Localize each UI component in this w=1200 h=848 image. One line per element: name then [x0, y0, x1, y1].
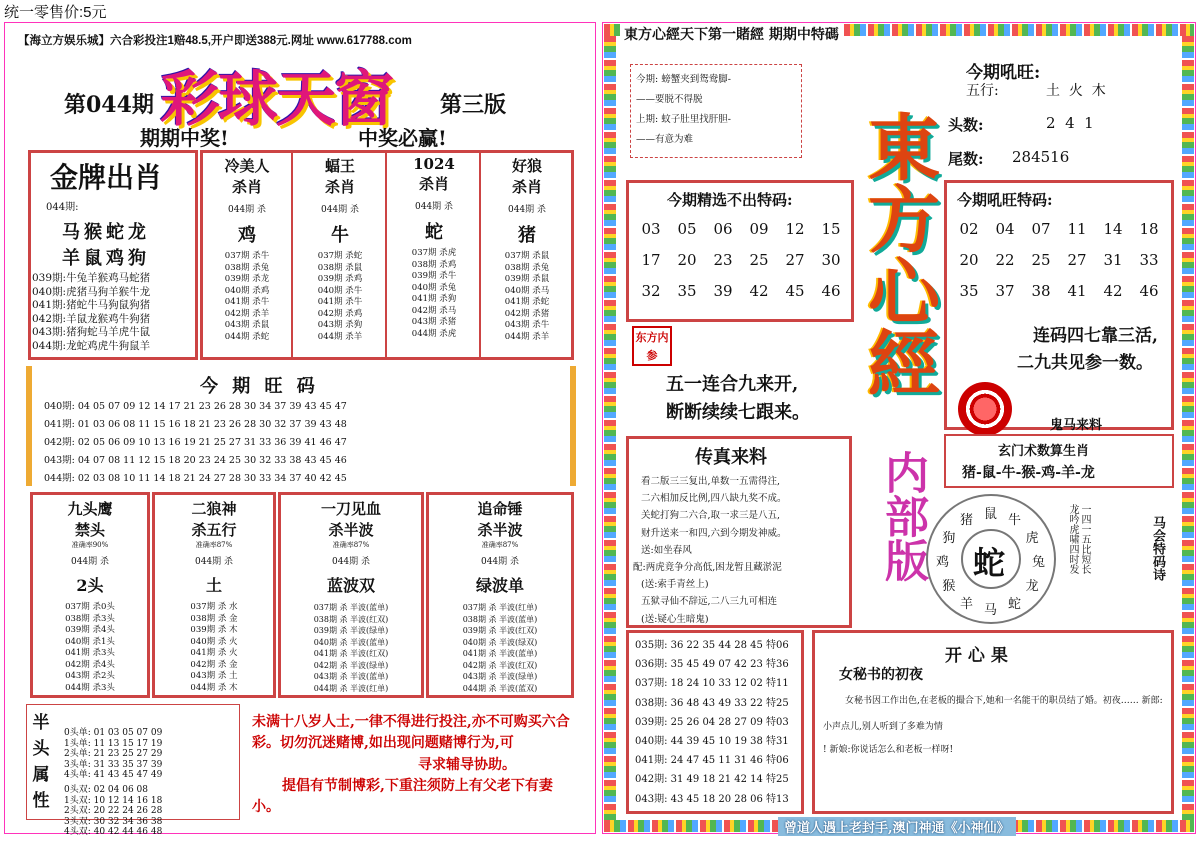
history-row: 043期: 43 45 18 20 28 06 特13 [635, 793, 789, 805]
roar-special-title: 今期吼旺特码: [957, 191, 1053, 209]
bottom-col-title-2: 杀五行 [191, 521, 237, 539]
verse-3: 连码四七靠三活, [1033, 326, 1158, 346]
gold-history [32, 272, 150, 353]
kill-col-title-2: 杀肖 [231, 178, 262, 196]
gold-history-row: 041期:猪蛇牛马狗鼠狗猪 [32, 299, 151, 311]
half-row: 0头单: 01 03 05 07 09 [64, 728, 163, 738]
bottom-col-title-2: 杀半波 [477, 521, 523, 539]
wang-title: 今 期 旺 码 [200, 376, 319, 397]
half-row: 4头单: 41 43 45 47 49 [64, 770, 163, 780]
kill-col-issue: 044期 杀 [320, 205, 360, 215]
kill-row: 039期 杀鸡 [317, 274, 363, 284]
bottom-row: 042期 杀 半波(红双) [462, 660, 538, 670]
edition: 第三版 [440, 92, 507, 118]
bottom-col-title-2: 杀半波 [328, 521, 374, 539]
kill-row: 039期 杀鼠 [504, 274, 550, 284]
right-header: 東方心經天下第一賭經 期期中特碼 [620, 24, 843, 44]
bottom-col [152, 492, 276, 698]
kill-col-title-2: 杀肖 [418, 175, 449, 193]
half-row: 3头双: 30 32 34 36 38 [64, 816, 163, 827]
wang-row: 044期: 02 03 08 10 11 14 18 21 24 27 28 30 33 34 37 40 42 45 [44, 473, 347, 484]
gold-line-2: 羊鼠鸡狗 [62, 248, 150, 269]
half-row: 4头双: 40 42 44 46 48 [64, 827, 163, 837]
kill-row: 038期 杀鸡 [411, 259, 457, 270]
issue-number: 第044期 [64, 92, 154, 118]
kill-row: 037期 杀鼠 [504, 251, 550, 261]
fax-line: 五狱寻仙不辞远,二八三九可相连 [641, 596, 778, 608]
kill-row: 039期 杀牛 [411, 271, 457, 281]
bottom-row: 038期 杀 半波(红双) [313, 614, 389, 624]
wheel-label: 马 [984, 603, 998, 618]
bottom-row: 044期 杀 半波(红单) [313, 683, 389, 693]
kill-row: 037期 杀蛇 [317, 251, 363, 261]
bottom-row: 041期 杀 半波(蓝单) [462, 649, 538, 658]
kill-col-title-2: 杀肖 [324, 178, 355, 196]
roar-title: 今期吼旺: [966, 63, 1041, 83]
bottom-col-title-1: 一刀见血 [320, 500, 381, 518]
fax-line: 二六相加反比例,四八缺九奖不成。 [641, 493, 787, 505]
top-price: 统一零售价:5元 [4, 4, 107, 21]
wang-row: 040期: 04 05 07 09 12 14 17 21 23 26 28 30 34 37 39 43 45 47 [44, 401, 347, 412]
ad-banner[interactable]: 【海立方娱乐城】六合彩投注1赔48.5,开户即送388元.网址 www.617788.com [18, 35, 412, 47]
kill-row: 043期 杀鼠 [224, 320, 270, 330]
notout-row: 03 05 06 09 12 15 [641, 220, 841, 238]
history-row: 042期: 31 49 18 21 42 14 特25 [635, 774, 789, 786]
notout-box [626, 180, 854, 322]
bottom-col-rate: 准确率90% [71, 541, 109, 549]
gold-history-row: 043期:猪狗蛇马羊虎牛鼠 [32, 326, 151, 338]
half-row: 1头双: 10 12 14 16 18 [64, 795, 163, 806]
history-row: 036期: 35 45 49 07 42 23 特36 [635, 659, 789, 671]
bottom-row: 040期 杀1头 [65, 636, 115, 647]
notice-text: 未满十八岁人士,一律不得进行投注,亦不可购买六合彩。切勿沉迷赌博,如出现问题赌博行为,可 [252, 714, 570, 751]
kill-col-issue: 044期 杀 [507, 205, 547, 215]
border-dots-right [1182, 36, 1194, 820]
bottom-row: 043期 杀 土 [190, 671, 238, 681]
half-row: 2头双: 20 22 24 26 28 [64, 806, 163, 816]
gold-issue: 044期: [46, 202, 79, 213]
poem2 [1066, 504, 1090, 600]
bottom-col-rate: 准确率87% [332, 541, 370, 549]
bottom-col-value: 2头 [76, 576, 104, 595]
kill-row: 041期 杀牛 [224, 297, 270, 307]
half-even [64, 764, 162, 848]
bottom-row: 037期 杀0头 [65, 602, 115, 612]
kill-col [203, 153, 293, 357]
happy-body-2: ! 新娘:你说话怎么和老板一样呀! [823, 745, 954, 755]
bottom-row: 041期 杀 半波(红双) [313, 649, 389, 658]
verse-1: 五一连合九来开, [666, 374, 799, 395]
kill-row: 039期 杀龙 [224, 274, 270, 284]
bottom-col [426, 492, 574, 698]
wheel-label: 狗 [942, 531, 956, 546]
kill-row: 038期 杀兔 [224, 262, 270, 273]
kill-col-value: 鸡 [238, 225, 256, 246]
gold-line-1: 马猴蛇龙 [62, 222, 150, 243]
roar-wuxing: 土 火 木 [1046, 83, 1106, 99]
stamp: 东方内参 [632, 326, 672, 366]
history-row: 039期: 25 26 04 28 27 09 特03 [635, 716, 789, 728]
kill-row: 042期 杀马 [411, 305, 457, 316]
kill-row: 040期 杀牛 [317, 285, 363, 296]
wang-row: 042期: 02 05 06 09 10 13 16 19 21 25 27 31 33 36 39 41 46 47 [44, 437, 347, 448]
footer: 曾道人遇上老封手,澳门神通《小神仙》 [778, 817, 1016, 836]
xuanmen-title: 玄门术数算生肖 [998, 444, 1090, 459]
bottom-row: 041期 杀3头 [65, 648, 115, 658]
bottom-col-title-1: 二狼神 [191, 500, 237, 518]
notout-row: 32 35 39 42 45 46 [641, 282, 841, 300]
bottom-row: 040期 杀 半波(绿双) [462, 637, 538, 647]
title-sub: 内部版 [877, 450, 928, 582]
kill-col-title-1: 1024 [413, 155, 455, 173]
bottom-col-rate: 准确率87% [481, 541, 519, 549]
wang-row: 041期: 01 03 06 08 11 15 16 18 21 23 26 28 30 32 37 39 43 48 [44, 419, 347, 430]
bottom-col-issue: 044期 杀 [194, 557, 234, 567]
happy-sub: 女秘书的初夜 [839, 667, 923, 683]
wheel-label: 羊 [960, 596, 974, 612]
wang-row: 043期: 04 07 08 11 12 15 18 20 23 24 25 30 32 33 38 43 45 46 [44, 455, 347, 466]
bottom-col-rate: 准确率87% [195, 541, 233, 549]
fax-line: 配:两虎竟争分高低,困龙暂且藏淤泥 [633, 562, 782, 574]
wheel-center: 蛇 [973, 544, 1006, 582]
wheel-label: 蛇 [1008, 596, 1022, 612]
fax-line: (送:疑心生暗鬼) [641, 613, 709, 625]
bottom-col [30, 492, 150, 698]
bottom-row: 038期 杀 半波(蓝单) [462, 614, 538, 624]
half-row: 1头单: 11 13 15 17 19 [64, 738, 163, 749]
bottom-row: 039期 杀 木 [190, 625, 238, 635]
roar-special-row: 02 04 07 11 14 18 [959, 220, 1159, 238]
bottom-row: 041期 杀 火 [190, 648, 238, 658]
bottom-row: 038期 杀 金 [190, 613, 238, 624]
xuanmen-line: 猪-鼠-牛-猴-鸡-羊-龙 [962, 465, 1095, 481]
border-dots-left [604, 36, 616, 820]
half-row: 2头单: 21 23 25 27 29 [64, 749, 163, 759]
kill-row: 040期 杀兔 [411, 282, 457, 293]
bottom-row: 042期 杀4头 [65, 659, 115, 670]
bottom-col-value: 蓝波双 [326, 576, 375, 595]
poem2-line: 龙吟虎啸四时发 [1067, 504, 1078, 574]
wheel-label: 鸡 [936, 555, 950, 570]
gold-history-row: 039期:牛兔羊猴鸡马蛇猪 [32, 272, 151, 284]
wheel-label: 猪 [960, 513, 974, 529]
wheel-label: 虎 [1025, 531, 1039, 546]
roar-weishu-label: 尾数: [948, 150, 984, 168]
kill-col-title-2: 杀肖 [511, 178, 542, 196]
notice-text-3: 提倡有节制博彩,下重注须防上有父老下有妻小。 [252, 778, 553, 815]
kill-col-value: 牛 [331, 225, 349, 246]
poem2-line: 一四一五比短长 [1079, 504, 1090, 574]
kill-row: 042期 杀猪 [504, 308, 550, 319]
roar-toushu-label: 头数: [948, 116, 984, 134]
kill-row: 038期 杀兔 [504, 262, 550, 273]
gold-history-row: 040期:虎猪马狗羊猴牛龙 [32, 285, 151, 298]
kill-col-title-1: 冷美人 [224, 157, 270, 175]
kill-row: 040期 杀马 [504, 285, 550, 296]
happy-box [812, 630, 1174, 814]
history-row: 038期: 36 48 43 49 33 22 特25 [635, 697, 789, 709]
gold-title: 金牌出肖 [50, 161, 163, 194]
bottom-row: 039期 杀 半波(红双) [462, 626, 538, 635]
wang-rows [44, 398, 347, 488]
roar-special-row: 20 22 25 27 31 33 [959, 251, 1159, 269]
notice-text-2: 寻求辅导协助。 [418, 757, 516, 773]
kill-col-title-1: 蝠王 [324, 157, 355, 175]
poem-line: ——要脱不得脱 [636, 94, 703, 105]
kill-row: 043期 杀狗 [317, 320, 363, 330]
kill-row: 044期 杀羊 [317, 331, 363, 342]
bottom-col-title-2: 禁头 [74, 521, 105, 539]
kill-col [295, 153, 387, 357]
happy-body: 女秘书因工作出色,在老板的撮合下,她和一名能干的职员结了婚。初夜…… 新郎:小声点儿,别人听到了多难为情 [823, 696, 1163, 732]
tiger-icon [958, 382, 1012, 436]
bottom-row: 043期 杀 半波(蓝单) [313, 672, 389, 681]
bottom-col-value: 土 [205, 576, 222, 595]
roar-weishu: 284516 [1012, 148, 1070, 166]
gold-history-row: 042期:羊鼠龙猴鸡牛狗猪 [32, 312, 151, 325]
kill-col [483, 153, 571, 357]
kill-col-issue: 044期 杀 [414, 202, 454, 212]
bottom-col-value: 绿波单 [475, 576, 524, 595]
fax-line: (送:索手青丝上) [641, 579, 709, 591]
slogan-1: 期期中奖! [140, 126, 229, 150]
ghost-label: 鬼马来料 [1050, 418, 1103, 433]
notout-title: 今期精选不出特码: [667, 191, 793, 209]
bottom-row: 044期 杀 木 [190, 682, 238, 693]
bottom-row: 044期 杀3头 [65, 682, 115, 693]
poem [636, 70, 731, 150]
kill-row: 043期 杀牛 [504, 320, 550, 330]
wheel-label: 兔 [1032, 555, 1046, 570]
bottom-row: 040期 杀 半波(蓝单) [313, 637, 389, 647]
bottom-row: 037期 杀 半波(蓝单) [313, 603, 389, 612]
bottom-row: 042期 杀 金 [190, 659, 238, 670]
happy-title: 开 心 果 [945, 646, 1008, 666]
verse-4: 二九共见参一数。 [1017, 353, 1153, 373]
history-row: 037期: 18 24 10 33 12 02 特11 [635, 678, 789, 690]
bottom-row: 043期 杀2头 [65, 671, 115, 681]
fax-line: 送:如坐春风 [641, 544, 692, 556]
bottom-row: 037期 杀 半波(红单) [462, 603, 538, 612]
fax-line: 财升送来一和四,六到今期发神威。 [641, 527, 787, 539]
kill-col-value: 蛇 [425, 222, 443, 243]
wheel-label: 猴 [942, 579, 956, 594]
history-row: 035期: 36 22 35 44 28 45 特06 [635, 640, 789, 651]
kill-row: 041期 杀蛇 [504, 297, 550, 307]
kill-row: 041期 杀牛 [317, 297, 363, 307]
kill-row: 044期 杀蛇 [224, 331, 270, 342]
roar-toushu: 2 4 1 [1046, 114, 1094, 132]
gold-history-row: 044期:龙蛇鸡虎牛狗鼠羊 [32, 339, 151, 352]
fax-title: 传真来料 [695, 447, 767, 468]
fax-line: 看二版三三复出,单数一五需得注, [641, 476, 781, 487]
bottom-row: 044期 杀 半波(蓝双) [462, 683, 538, 693]
kill-row: 038期 杀鼠 [317, 262, 363, 273]
bottom-col-issue: 044期 杀 [480, 557, 520, 567]
bottom-row: 039期 杀 半波(绿单) [313, 626, 389, 635]
kill-row: 044期 杀虎 [411, 328, 457, 339]
kill-row: 043期 杀猪 [411, 317, 457, 327]
half-row: 0头双: 02 04 06 08 [64, 785, 149, 795]
kill-col-value: 猪 [518, 225, 536, 246]
poem-line: 上期: 蚊子肚里找肝胆- [636, 114, 731, 125]
kill-row: 041期 杀狗 [411, 294, 457, 304]
bottom-col-title-1: 追命锤 [477, 500, 523, 518]
bottom-col [278, 492, 424, 698]
kill-col-title-1: 好狼 [511, 157, 542, 175]
poem-line: ——有意为难 [636, 134, 694, 145]
verse-2: 断断续续七跟来。 [666, 402, 810, 423]
half-head-label: 半 头 属 性 [32, 713, 50, 811]
history-box [626, 630, 804, 814]
slogan-2: 中奖必赢! [358, 126, 447, 150]
bottom-row: 040期 杀 火 [190, 636, 238, 647]
wheel-label: 龙 [1025, 579, 1039, 594]
bottom-row: 038期 杀3头 [65, 613, 115, 624]
bottom-row: 039期 杀4头 [65, 625, 115, 635]
roar-wuxing-label: 五行: [966, 83, 999, 99]
kill-col-issue: 044期 杀 [227, 205, 267, 215]
roar-special-row: 35 37 38 41 42 46 [959, 282, 1159, 300]
history-row: 041期: 24 47 45 11 31 46 特06 [635, 755, 789, 767]
kill-row: 044期 杀羊 [504, 331, 550, 342]
kill-col [389, 153, 481, 357]
bottom-row: 043期 杀 半波(绿单) [462, 672, 538, 681]
bottom-col-issue: 044期 杀 [70, 557, 110, 567]
history-row: 040期: 44 39 45 10 19 38 特31 [635, 736, 789, 748]
kill-row: 042期 杀羊 [224, 308, 270, 319]
bottom-row: 037期 杀 水 [190, 602, 238, 612]
logo: 彩球天窗 [160, 65, 392, 135]
fax-box [626, 436, 852, 628]
kill-row: 042期 杀鸡 [317, 308, 363, 319]
horse-label: 马会特码诗 [1150, 516, 1165, 581]
fax-line: 关蛇打狗二六合,取一求三是八五, [641, 510, 781, 522]
bottom-row: 042期 杀 半波(绿单) [313, 660, 389, 670]
kill-row: 040期 杀鸡 [224, 285, 270, 296]
kill-row: 037期 杀牛 [224, 251, 270, 261]
wheel-label: 牛 [1008, 513, 1022, 529]
bottom-col-issue: 044期 杀 [331, 557, 371, 567]
wheel-label: 鼠 [984, 507, 998, 522]
notout-row: 17 20 23 25 27 30 [641, 251, 841, 269]
title-main: 東方心經 [856, 110, 941, 398]
half-row: 3头单: 31 33 35 37 39 [64, 759, 163, 770]
kill-row: 037期 杀虎 [411, 248, 457, 258]
poem-line: 今期: 螃蟹夹到鸳鸯脚- [636, 74, 731, 85]
bottom-col-title-1: 九头鹰 [67, 500, 113, 518]
